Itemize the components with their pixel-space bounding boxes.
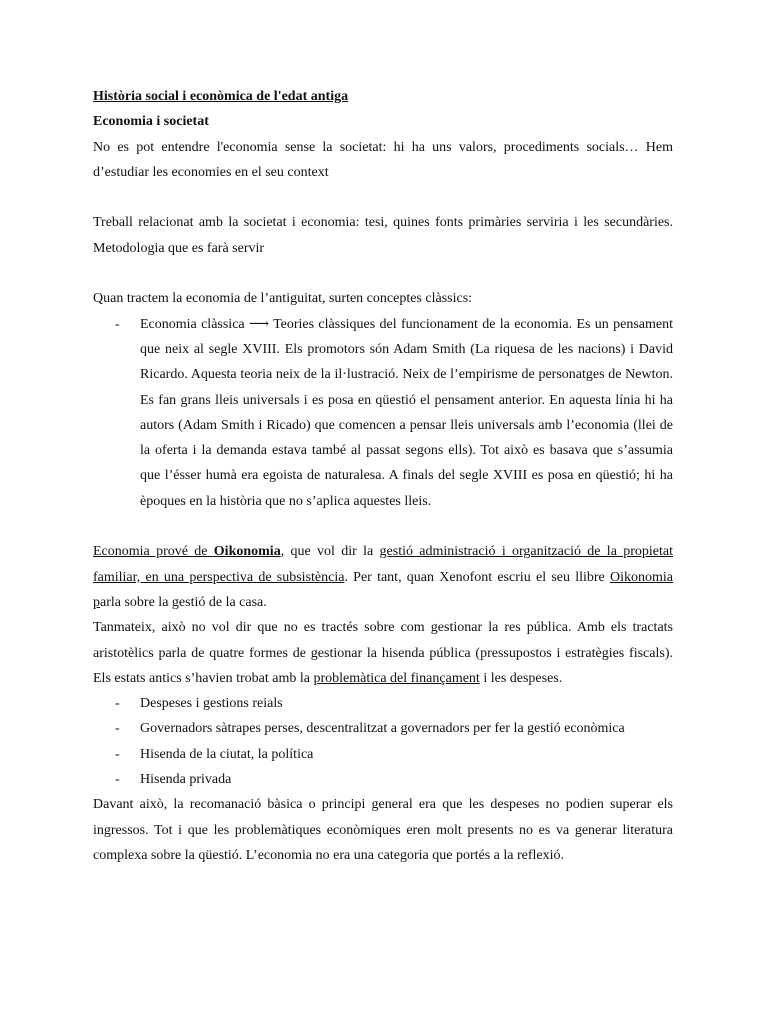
list-item	[93, 716, 673, 741]
list-item	[93, 691, 673, 716]
underlined-text: Economia prové de	[93, 544, 214, 560]
list-item-text: Despeses i gestions reials	[140, 696, 283, 712]
dash-bullet: -	[115, 746, 120, 762]
paragraph-5	[93, 615, 673, 691]
dash-bullet: -	[115, 696, 120, 712]
paragraph-text: , que vol dir la	[280, 544, 380, 560]
paragraph-1: No es pot entendre l'economia sense la societat: hi ha uns valors, procediments socials… Hem d’estudiar les economies en el seu context	[93, 139, 673, 180]
list-item-text: Governadors sàtrapes perses, descentralitzat a governadors per fer la gestió econòmica	[140, 721, 625, 737]
blank-line	[93, 185, 673, 210]
list-item	[93, 312, 673, 514]
dash-bullet: -	[115, 772, 120, 788]
paragraph-text: Tanmateix, això no vol dir que no es tractés sobre com gestionar la res pública. Amb els tractats aristotèlics parla de quatre formes de gestionar la hisenda pública (pressupostos i estratègies fiscals). Els estats antics s’havien trobat amb la	[93, 620, 673, 686]
list-item-text: Hisenda de la ciutat, la política	[140, 746, 314, 762]
paragraph-2: Treball relacionat amb la societat i economia: tesi, quines fonts primàries serviria i les secundàries. Metodologia que es farà servir	[93, 215, 673, 256]
book-title-underlined: Oikonomia p	[93, 569, 674, 610]
dash-bullet: -	[115, 316, 120, 332]
paragraph-3: Quan tractem la economia de l’antiguitat, surten conceptes clàssics:	[93, 291, 473, 307]
blank-line	[93, 261, 673, 286]
dash-bullet: -	[115, 721, 120, 737]
definition-underlined: gestió administració i organització de la propietat familiar, en una perspectiva de subsistència	[93, 544, 673, 585]
list-item	[93, 767, 673, 792]
document-title: Història social i econòmica de l'edat antiga	[93, 89, 349, 104]
list-item	[93, 742, 673, 767]
classical-economy-list	[93, 312, 673, 514]
public-finance-list	[93, 691, 673, 792]
financing-problem-underlined: problemàtica del finançament	[313, 670, 480, 686]
paragraph-text: arla sobre la gestió de la casa.	[100, 594, 267, 610]
paragraph-text: i les despeses.	[479, 670, 563, 686]
paragraph-4	[93, 539, 673, 615]
blank-line	[93, 514, 673, 539]
paragraph-6: Davant això, la recomanació bàsica o principi general era que les despeses no podien superar els ingressos. Tot i que les problemàtiques econòmiques eren molt presents no es va generar literatura complexa sobre la qüestió. L’economia no era una categoria que portés a la reflexió.	[93, 797, 673, 863]
list-item-text: Economia clàssica ⟶ Teories clàssiques del funcionament de la economia. Es un pensament que neix al segle XVIII. Els promotors són Adam Smith (La riquesa de les nacions) i David Ricardo. Aquesta teoria neix de la il·lustració. Neix de l’empirisme de personatges de Newton. Es fan grans lleis universals i es posa en qüestió el pensament anterior. En aquesta línia hi ha autors (Adam Smith i Ricado) que comencen a pensar lleis universals amb l’economia (llei de la oferta i la demanda estava també al passat segons ells). Tot això es basava que s’assumia que l’ésser humà era egoista de naturalesa. A finals del segle XVIII es posa en qüestió; hi ha èpoques en la història que no s’aplica aquestes lleis.	[140, 316, 673, 509]
oikonomia-term: Oikonomia	[213, 544, 281, 560]
document-body	[93, 84, 673, 868]
paragraph-text: . Per tant, quan Xenofont escriu el seu llibre	[344, 569, 611, 585]
section-heading: Economia i societat	[93, 114, 209, 130]
list-item-text: Hisenda privada	[140, 772, 232, 788]
